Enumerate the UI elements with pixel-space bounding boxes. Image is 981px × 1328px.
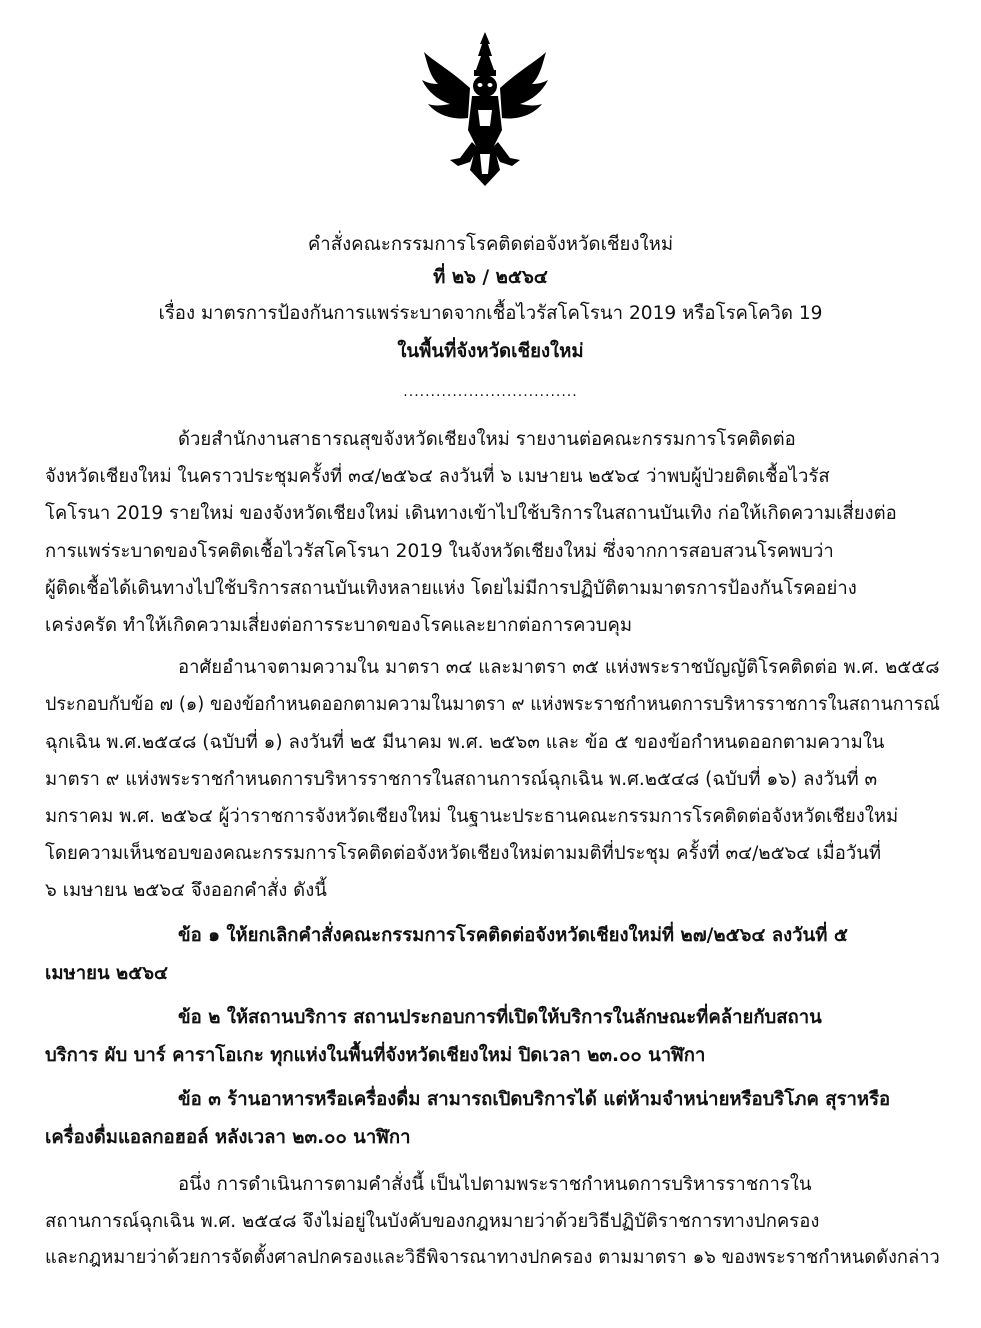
clause-1-line: ข้อ ๑ ให้ยกเลิกคำสั่งคณะกรรมการโรคติดต่อจังหวัดเชียงใหม่ที่ ๒๗/๒๕๖๔ ลงวันที่ ๕ bbox=[178, 925, 848, 946]
paragraph-3-line: สถานการณ์ฉุกเฉิน พ.ศ. ๒๕๔๘ จึงไม่อยู่ในบังคับของกฎหมายว่าด้วยวิธีปฏิบัติราชการทางปกครอง bbox=[45, 1211, 820, 1232]
paragraph-2-line: มกราคม พ.ศ. ๒๕๖๔ ผู้ว่าราชการจังหวัดเชียงใหม่ ในฐานะประธานคณะกรรมการโรคติดต่อจังหวัดเชียงใหม่ bbox=[45, 806, 899, 827]
paragraph-2-line: ประกอบกับข้อ ๗ (๑) ของข้อกำหนดออกตามความในมาตรา ๙ แห่งพระราชกำหนดการบริหารราชการในสถานการณ์ bbox=[45, 694, 940, 715]
paragraph-2-line: มาตรา ๙ แห่งพระราชกำหนดการบริหารราชการในสถานการณ์ฉุกเฉิน พ.ศ.๒๕๔๘ (ฉบับที่ ๑๖) ลงวันที่ ๓ bbox=[45, 769, 878, 790]
paragraph-1-line: ผู้ติดเชื้อได้เดินทางไปใช้บริการสถานบันเทิงหลายแห่ง โดยไม่มีการปฏิบัติตามมาตรการป้องกันโรคอย่าง bbox=[45, 578, 857, 599]
paragraph-1-line: การแพร่ระบาดของโรคติดเชื้อไวรัสโคโรนา 2019 ในจังหวัดเชียงใหม่ ซึ่งจากการสอบสวนโรคพบว่า bbox=[45, 541, 834, 562]
paragraph-2-line: ฉุกเฉิน พ.ศ.๒๕๔๘ (ฉบับที่ ๑) ลงวันที่ ๒๕ มีนาคม พ.ศ. ๒๕๖๓ และ ข้อ ๕ ของข้อกำหนดออกตามความใน bbox=[45, 732, 885, 753]
paragraph-3-line: อนึ่ง การดำเนินการตามคำสั่งนี้ เป็นไปตามพระราชกำหนดการบริหารราชการใน bbox=[178, 1174, 812, 1195]
clause-2-line: บริการ ผับ บาร์ คาราโอเกะ ทุกแห่งในพื้นที่จังหวัดเชียงใหม่ ปิดเวลา ๒๓.๐๐ นาฬิกา bbox=[45, 1045, 706, 1066]
order-subject: เรื่อง มาตรการป้องกันการแพร่ระบาดจากเชื้อไวรัสโคโรนา 2019 หรือโรคโควิด 19 bbox=[158, 302, 823, 324]
separator: ................................ bbox=[403, 384, 578, 400]
clause-2-line: ข้อ ๒ ให้สถานบริการ สถานประกอบการที่เปิดให้บริการในลักษณะที่คล้ายกับสถาน bbox=[178, 1007, 822, 1028]
paragraph-1-line: ด้วยสำนักงานสาธารณสุขจังหวัดเชียงใหม่ รายงานต่อคณะกรรมการโรคติดต่อ bbox=[178, 429, 796, 450]
clause-3-line: เครื่องดื่มแอลกอฮอล์ หลังเวลา ๒๓.๐๐ นาฬิกา bbox=[45, 1127, 411, 1148]
clause-3-line: ข้อ ๓ ร้านอาหารหรือเครื่องดื่ม สามารถเปิดบริการได้ แต่ห้ามจำหน่ายหรือบริโภค สุราหรือ bbox=[178, 1089, 891, 1110]
order-title: คำสั่งคณะกรรมการโรคติดต่อจังหวัดเชียงใหม่ bbox=[307, 233, 674, 255]
garuda-emblem-icon bbox=[420, 30, 550, 190]
paragraph-2-line: โดยความเห็นชอบของคณะกรรมการโรคติดต่อจังหวัดเชียงใหม่ตามมติที่ประชุม ครั้งที่ ๓๔/๒๕๖๔ เมื่อวันที่ bbox=[45, 843, 882, 864]
paragraph-1-line: เคร่งครัด ทำให้เกิดความเสี่ยงต่อการระบาดของโรคและยากต่อการควบคุม bbox=[45, 615, 633, 636]
order-number: ที่ ๒๖ / ๒๕๖๔ bbox=[433, 266, 548, 288]
paragraph-1-line: จังหวัดเชียงใหม่ ในคราวประชุมครั้งที่ ๓๔/๒๕๖๔ ลงวันที่ ๖ เมษายน ๒๕๖๔ ว่าพบผู้ป่วยติดเชื้อไวรัส bbox=[45, 466, 830, 487]
paragraph-3-line: และกฎหมายว่าด้วยการจัดตั้งศาลปกครองและวิธีพิจารณาทางปกครอง ตามมาตรา ๑๖ ของพระราชกำหนดดังกล่าว bbox=[45, 1247, 940, 1268]
paragraph-2-line: อาศัยอำนาจตามความใน มาตรา ๓๔ และมาตรา ๓๕ แห่งพระราชบัญญัติโรคติดต่อ พ.ศ. ๒๕๕๘ bbox=[178, 657, 940, 678]
clause-1-line: เมษายน ๒๕๖๔ bbox=[45, 963, 168, 984]
paragraph-1-line: โคโรนา 2019 รายใหม่ ของจังหวัดเชียงใหม่ เดินทางเข้าไปใช้บริการในสถานบันเทิง ก่อให้เกิดความเสี่ยงต่อ bbox=[45, 503, 897, 524]
paragraph-2-line: ๖ เมษายน ๒๕๖๔ จึงออกคำสั่ง ดังนี้ bbox=[45, 880, 327, 901]
order-area: ในพื้นที่จังหวัดเชียงใหม่ bbox=[397, 340, 584, 362]
